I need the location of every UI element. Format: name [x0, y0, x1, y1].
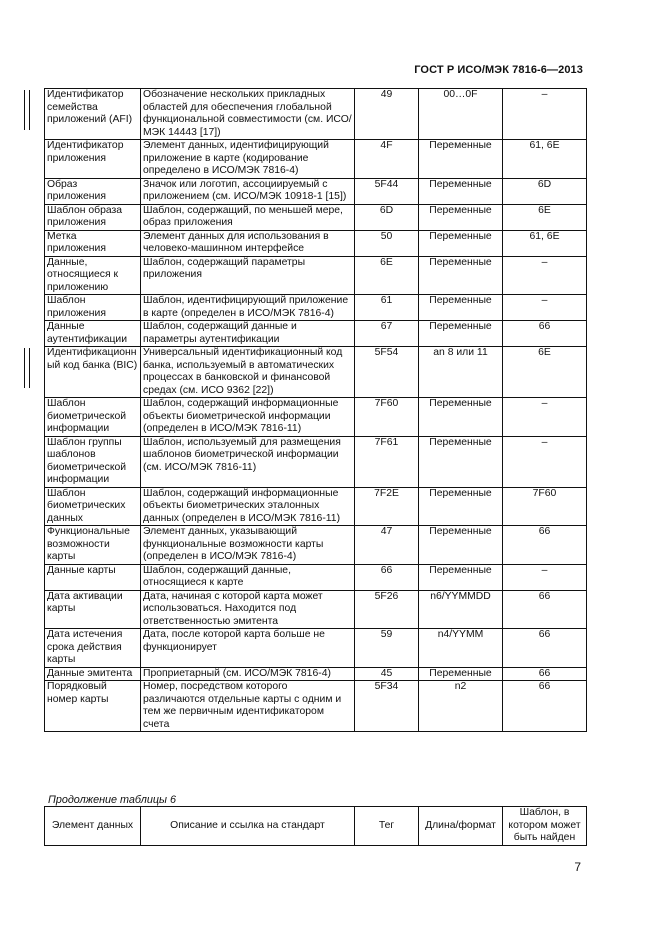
table-row	[45, 295, 587, 321]
cell-description: Шаблон, содержащий информационные объекты биометрической информации (определен в ИСО/МЭК 7816-11)	[141, 398, 355, 437]
cell-element: Дата истечения срока действия карты	[45, 629, 141, 668]
cell-template: 6E	[503, 204, 587, 230]
cell-template: 6D	[503, 178, 587, 204]
cell-tag: 4F	[355, 140, 419, 179]
data-elements-table	[44, 88, 587, 732]
cell-length: Переменные	[419, 526, 503, 565]
cell-tag: 7F60	[355, 398, 419, 437]
cell-length: 00…0F	[419, 89, 503, 140]
cell-element: Шаблон группы шаблонов биометрической информации	[45, 436, 141, 487]
table-row	[45, 178, 587, 204]
cell-tag: 49	[355, 89, 419, 140]
cell-length: n6/YYMMDD	[419, 590, 503, 629]
cell-template: –	[503, 436, 587, 487]
cell-tag: 6E	[355, 256, 419, 295]
cell-length: Переменные	[419, 564, 503, 590]
table-row	[45, 526, 587, 565]
cell-template: 7F60	[503, 487, 587, 526]
cell-element: Образ приложения	[45, 178, 141, 204]
cell-tag: 47	[355, 526, 419, 565]
cell-element: Данные эмитента	[45, 667, 141, 681]
cell-template: 66	[503, 629, 587, 668]
table-row	[45, 629, 587, 668]
cell-template: 66	[503, 526, 587, 565]
cell-description: Шаблон, содержащий информационные объекты биометрических эталонных данных (определен в ИСО/МЭК 7816-11)	[141, 487, 355, 526]
cell-description: Шаблон, содержащий данные и параметры аутентификации	[141, 321, 355, 347]
column-header-tag: Тег	[355, 807, 419, 846]
cell-length: Переменные	[419, 178, 503, 204]
cell-element: Шаблон приложения	[45, 295, 141, 321]
cell-element: Данные аутентификации	[45, 321, 141, 347]
change-bar-line	[24, 90, 25, 130]
table-row	[45, 398, 587, 437]
cell-element: Функциональные возможности карты	[45, 526, 141, 565]
cell-tag: 5F44	[355, 178, 419, 204]
cell-length: Переменные	[419, 295, 503, 321]
cell-element: Данные, относящиеся к приложению	[45, 256, 141, 295]
cell-tag: 50	[355, 230, 419, 256]
cell-tag: 66	[355, 564, 419, 590]
cell-template: 6E	[503, 347, 587, 398]
table-row	[45, 140, 587, 179]
column-header-template: Шаблон, в котором может быть найден	[503, 807, 587, 846]
table-row	[45, 487, 587, 526]
change-bar-line	[29, 348, 30, 388]
column-header-length: Длина/формат	[419, 807, 503, 846]
cell-length: Переменные	[419, 140, 503, 179]
document-header: ГОСТ Р ИСО/МЭК 7816-6—2013	[414, 64, 583, 76]
cell-description: Дата, после которой карта больше не функционирует	[141, 629, 355, 668]
cell-tag: 7F2E	[355, 487, 419, 526]
cell-element: Данные карты	[45, 564, 141, 590]
change-bar-line	[24, 348, 25, 388]
cell-description: Проприетарный (см. ИСО/МЭК 7816-4)	[141, 667, 355, 681]
cell-tag: 59	[355, 629, 419, 668]
cell-element: Шаблон образа приложения	[45, 204, 141, 230]
cell-tag: 67	[355, 321, 419, 347]
cell-tag: 5F26	[355, 590, 419, 629]
cell-length: Переменные	[419, 230, 503, 256]
cell-length: Переменные	[419, 321, 503, 347]
table-row	[45, 564, 587, 590]
cell-tag: 45	[355, 667, 419, 681]
cell-element: Идентификатор семейства приложений (AFI)	[45, 89, 141, 140]
cell-template: 61, 6E	[503, 230, 587, 256]
table-row	[45, 681, 587, 732]
cell-tag: 7F61	[355, 436, 419, 487]
table-row	[45, 256, 587, 295]
cell-tag: 61	[355, 295, 419, 321]
cell-description: Дата, начиная с которой карта может использоваться. Находится под ответственностью эмитента	[141, 590, 355, 629]
cell-description: Шаблон, содержащий параметры приложения	[141, 256, 355, 295]
cell-length: Переменные	[419, 487, 503, 526]
table-row	[45, 204, 587, 230]
cell-description: Обозначение нескольких прикладных областей для обеспечения глобальной функциональной совместимости (см. ИСО/МЭК 14443 [17])	[141, 89, 355, 140]
cell-element: Метка приложения	[45, 230, 141, 256]
cell-description: Шаблон, содержащий, по меньшей мере, образ приложения	[141, 204, 355, 230]
cell-description: Универсальный идентификационный код банка, используемый в автоматических процессах в банковской и финансовой средах (см. ИСО 9362 [22])	[141, 347, 355, 398]
cell-template: –	[503, 564, 587, 590]
cell-template: 66	[503, 590, 587, 629]
cell-template: –	[503, 398, 587, 437]
continuation-table-header	[44, 806, 587, 846]
cell-length: n4/YYMM	[419, 629, 503, 668]
change-bar-line	[29, 90, 30, 130]
cell-description: Шаблон, содержащий данные, относящиеся к карте	[141, 564, 355, 590]
cell-length: n2	[419, 681, 503, 732]
cell-template: 66	[503, 681, 587, 732]
page-number: 7	[574, 860, 581, 874]
cell-description: Элемент данных, идентифицирующий приложение в карте (кодирование определено в ИСО/МЭК 7816-4)	[141, 140, 355, 179]
cell-element: Дата активации карты	[45, 590, 141, 629]
cell-length: Переменные	[419, 667, 503, 681]
cell-length: Переменные	[419, 398, 503, 437]
cell-length: an 8 или 11	[419, 347, 503, 398]
table-caption: Продолжение таблицы 6	[48, 794, 176, 806]
cell-template: 66	[503, 321, 587, 347]
table-row	[45, 590, 587, 629]
cell-element: Идентификационный код банка (BIC)	[45, 347, 141, 398]
cell-description: Номер, посредством которого различаются отдельные карты с одним и тем же первичным идентификатором счета	[141, 681, 355, 732]
header-row	[45, 807, 587, 846]
cell-length: Переменные	[419, 256, 503, 295]
cell-tag: 6D	[355, 204, 419, 230]
cell-description: Шаблон, используемый для размещения шаблонов биометрической информации (см. ИСО/МЭК 7816-11)	[141, 436, 355, 487]
cell-length: Переменные	[419, 204, 503, 230]
cell-description: Элемент данных, указывающий функциональные возможности карты (определен в ИСО/МЭК 7816-4)	[141, 526, 355, 565]
cell-tag: 5F54	[355, 347, 419, 398]
table-row	[45, 230, 587, 256]
cell-element: Шаблон биометрических данных	[45, 487, 141, 526]
cell-element: Шаблон биометрической информации	[45, 398, 141, 437]
cell-template: –	[503, 256, 587, 295]
cell-description: Значок или логотип, ассоциируемый с приложением (см. ИСО/МЭК 10918-1 [15])	[141, 178, 355, 204]
cell-description: Элемент данных для использования в человеко-машинном интерфейсе	[141, 230, 355, 256]
column-header-description: Описание и ссылка на стандарт	[141, 807, 355, 846]
cell-template: 66	[503, 667, 587, 681]
table-row	[45, 321, 587, 347]
cell-element: Идентификатор приложения	[45, 140, 141, 179]
table-row	[45, 347, 587, 398]
table-row	[45, 667, 587, 681]
cell-length: Переменные	[419, 436, 503, 487]
cell-tag: 5F34	[355, 681, 419, 732]
cell-description: Шаблон, идентифицирующий приложение в карте (определен в ИСО/МЭК 7816-4)	[141, 295, 355, 321]
cell-template: 61, 6E	[503, 140, 587, 179]
table-row	[45, 89, 587, 140]
table-row	[45, 436, 587, 487]
cell-element: Порядковый номер карты	[45, 681, 141, 732]
column-header-element: Элемент данных	[45, 807, 141, 846]
cell-template: –	[503, 89, 587, 140]
cell-template: –	[503, 295, 587, 321]
